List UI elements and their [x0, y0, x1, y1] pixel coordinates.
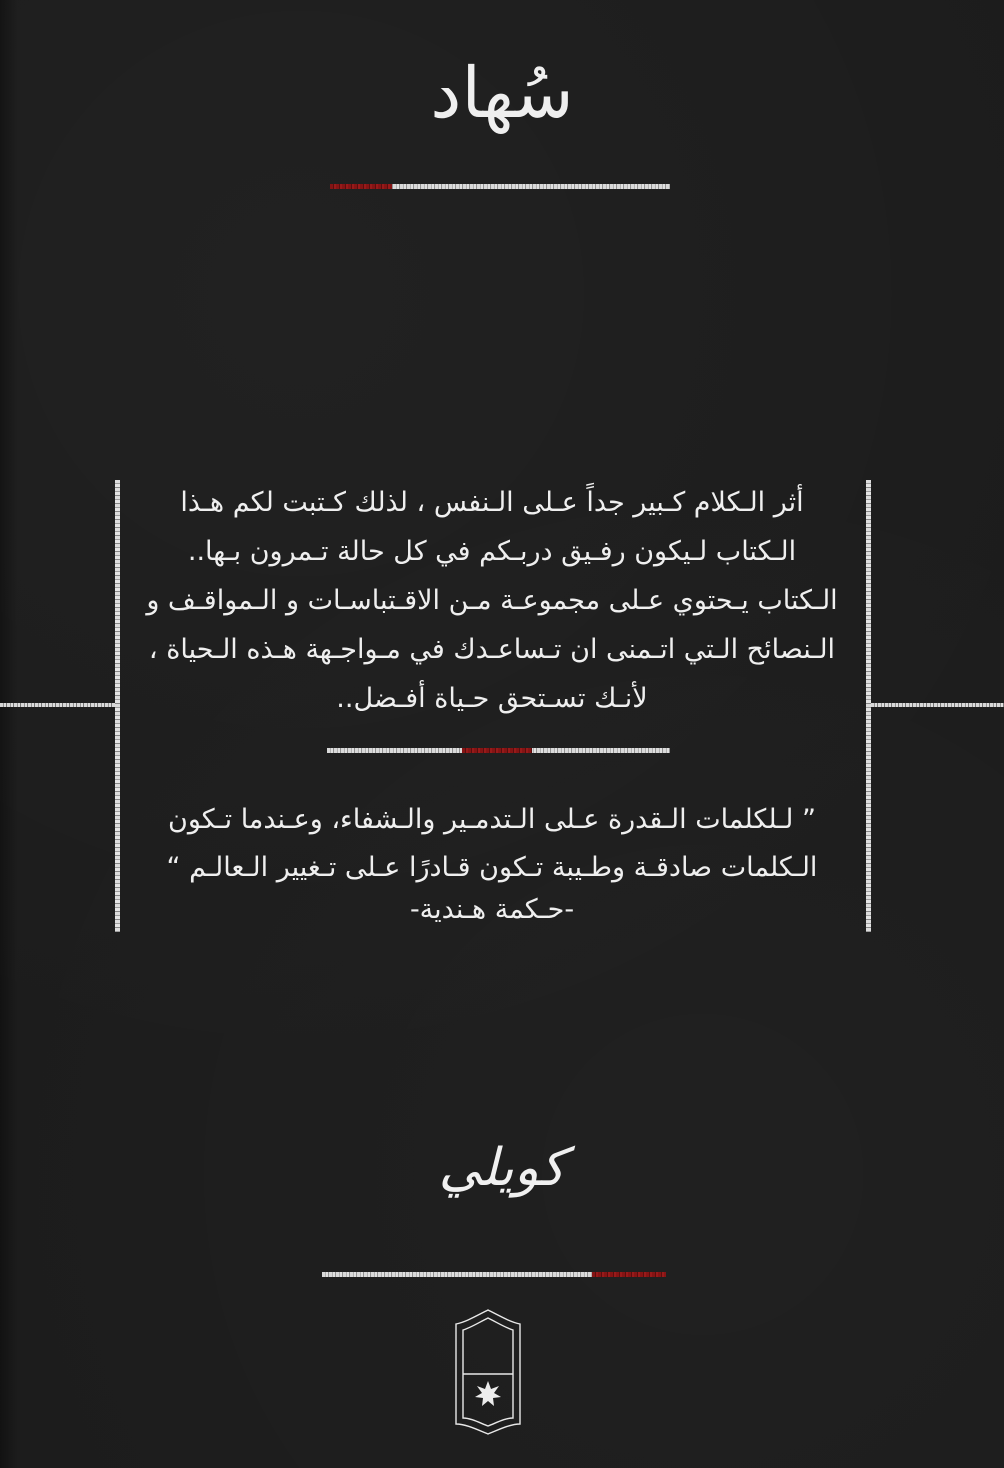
- bottom-divider: [322, 1272, 666, 1277]
- left-side-line: [0, 703, 115, 707]
- paragraph-line: الـكتاب يـحتوي عـلى مجموعـة مـن الاقـتباسـات و الـمواقـف و: [146, 585, 838, 616]
- paragraph-line: الـنصائح الـتي اتـمنى ان تـساعـدك في مـواجـهة هـذه الـحياة ،: [148, 634, 836, 665]
- book-spine-shadow: [0, 0, 18, 1468]
- author-signature: كويلي: [438, 1138, 566, 1198]
- intro-paragraph: [128, 478, 856, 723]
- title-divider: [330, 184, 670, 189]
- paragraph-line: الـكتاب لـيكون رفـيق دربـكم في كل حالة تـمرون بـها..: [187, 536, 797, 567]
- right-side-line: [871, 703, 1004, 707]
- quote-line: الـكلمات صادقـة وطـيبة تـكون قـادرًا عـلى تـغيير الـعالـم “: [166, 852, 818, 883]
- quote-line: ” لـلكلمات الـقدرة عـلى الـتدمـير والـشفاء، وعـندما تـكون: [168, 804, 816, 835]
- quote-source: -حـكمة هـندية-: [409, 894, 575, 925]
- paragraph-line: لأنـك تسـتحق حـياة أفـضل..: [336, 683, 648, 714]
- book-title: سُهاد: [430, 52, 574, 134]
- quote-block: [128, 796, 856, 934]
- lantern-crescent-star-icon: [448, 1306, 528, 1436]
- middle-divider: [327, 748, 670, 753]
- paragraph-line: أثر الـكلام كـبير جداً عـلى الـنفس ، لذلك كـتبت لكم هـذا: [180, 487, 804, 518]
- frame-left-bar: [115, 480, 120, 932]
